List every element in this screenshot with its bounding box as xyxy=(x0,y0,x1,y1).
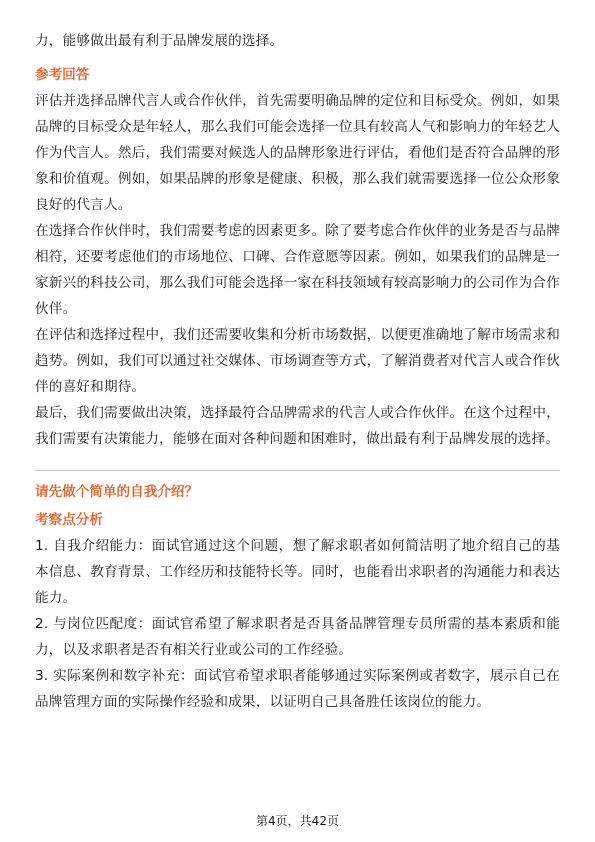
analysis-item-3: 3. 实际案例和数字补充：面试官希望求职者能够通过实际案例或者数字，展示自己在品牌管理方面的实际操作经验和成果，以证明自己具备胜任该岗位的能力。 xyxy=(35,668,560,710)
answer-paragraph-2: 在选择合作伙伴时，我们需要考虑的因素更多。除了要考虑合作伙伴的业务是否与品牌相符，还要考虑他们的市场地位、口碑、合作意愿等因素。例如，如果我们的品牌是一家新兴的科技公司，那么我们可能会选择一家在科技领域有较高影响力的公司作为合作伙伴。 xyxy=(35,223,560,317)
analysis-item-1: 1. 自我介绍能力：面试官通过这个问题，想了解求职者如何简洁明了地介绍自己的基本信息、教育背景、工作经历和技能特长等。同时，也能看出求职者的沟通能力和表达能力。 xyxy=(35,538,560,606)
answer-paragraph-4: 最后，我们需要做出决策，选择最符合品牌需求的代言人或合作伙伴。在这个过程中，我们需要有决策能力，能够在面对各种问题和困难时，做出最有利于品牌发展的选择。 xyxy=(35,405,560,447)
analysis-heading: 考察点分析 xyxy=(35,512,103,528)
answer-paragraph-1: 评估并选择品牌代言人或合作伙伴，首先需要明确品牌的定位和目标受众。例如，如果品牌的目标受众是年轻人，那么我们可能会选择一位具有较高人气和影响力的年轻艺人作为代言人。然后，我们需要对候选人的品牌形象进行评估，看他们是否符合品牌的形象和价值观。例如，如果品牌的形象是健康、积极，那么我们就需要选择一位公众形象良好的代言人。 xyxy=(35,93,560,213)
reference-answer-heading: 参考回答 xyxy=(35,67,90,83)
continued-paragraph: 力，能够做出最有利于品牌发展的选择。 xyxy=(35,33,284,49)
document-page xyxy=(35,28,560,715)
section-divider xyxy=(35,470,560,471)
analysis-item-2: 2. 与岗位匹配度：面试官希望了解求职者是否具备品牌管理专员所需的基本素质和能力，以及求职者是否有相关行业或公司的工作经验。 xyxy=(35,616,560,658)
page-footer: 第4页，共42页 xyxy=(256,814,339,828)
question-heading: 请先做个简单的自我介绍？ xyxy=(35,484,199,500)
answer-paragraph-3: 在评估和选择过程中，我们还需要收集和分析市场数据，以便更准确地了解市场需求和趋势。例如，我们可以通过社交媒体、市场调查等方式，了解消费者对代言人或合作伙伴的喜好和期待。 xyxy=(35,327,560,395)
